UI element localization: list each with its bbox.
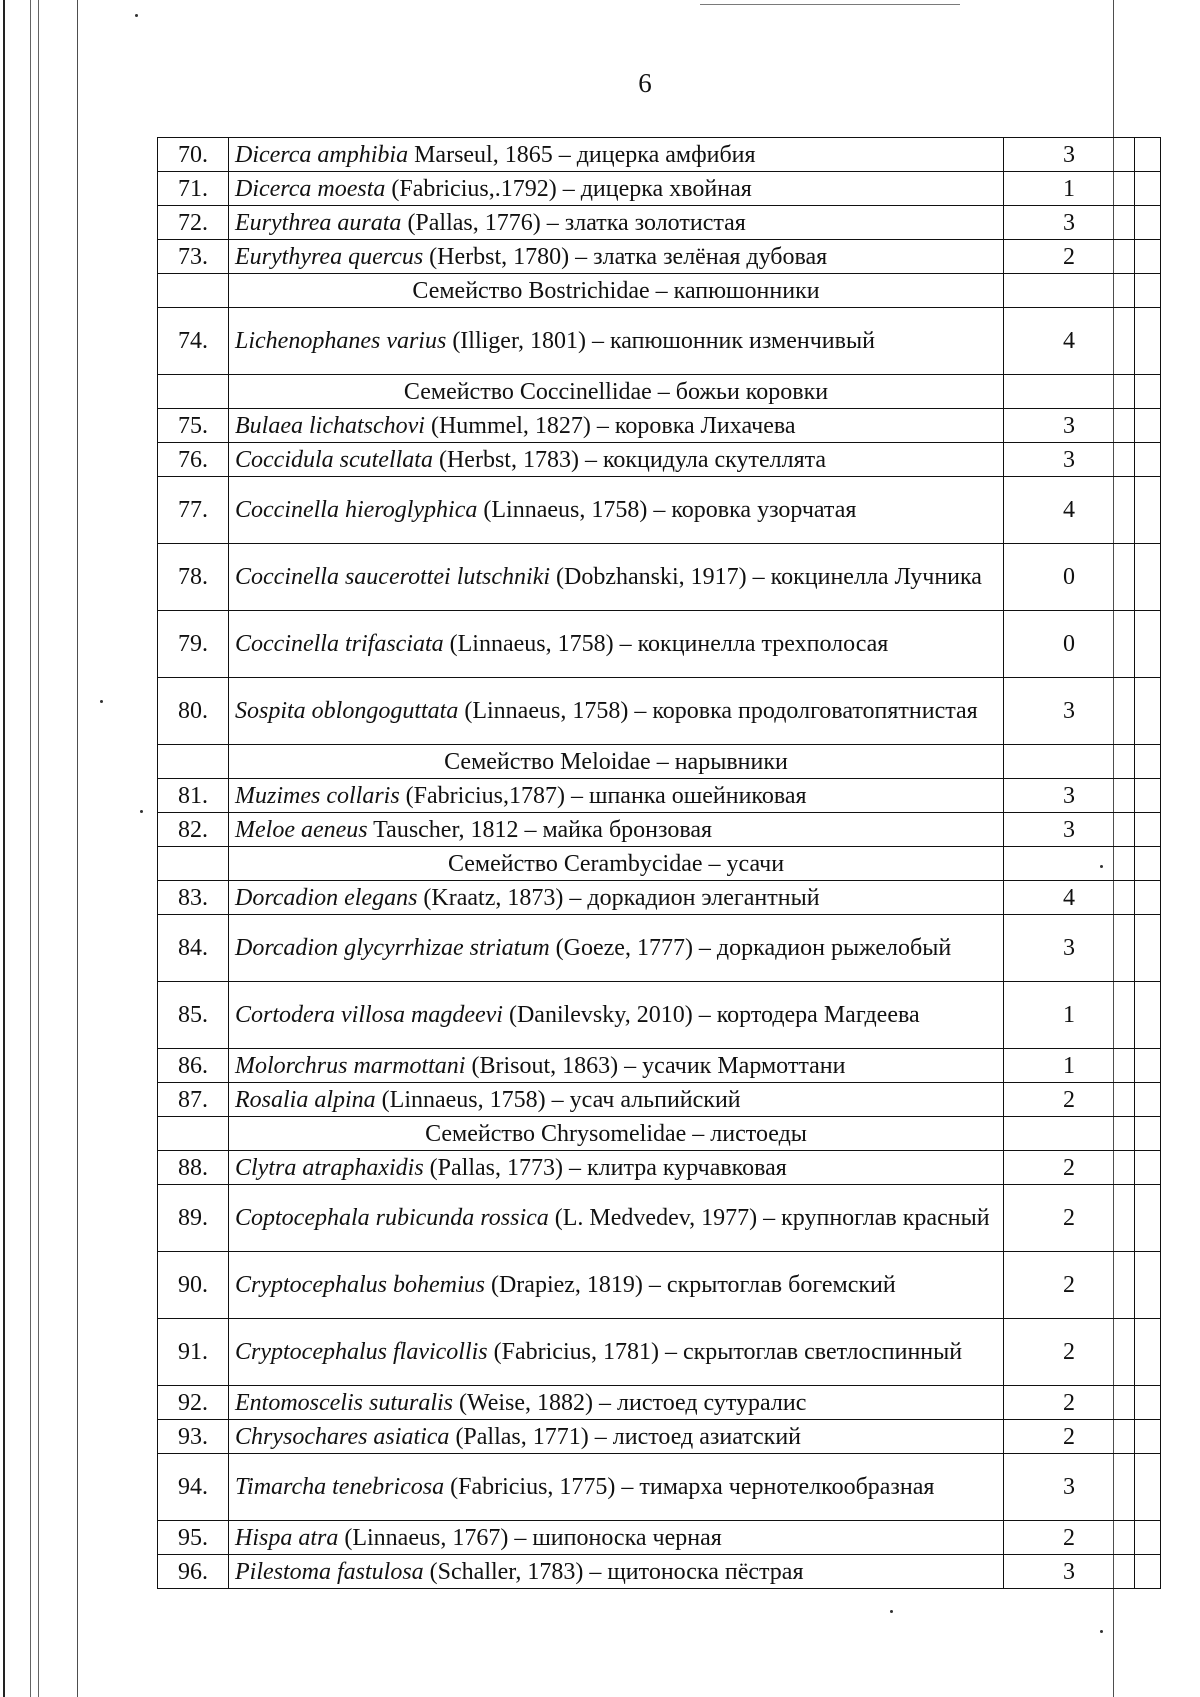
latin-name: Dorcadion elegans bbox=[235, 884, 418, 911]
category: 2 bbox=[1004, 1151, 1135, 1185]
category: 3 bbox=[1004, 813, 1135, 847]
num-cell bbox=[158, 847, 229, 881]
category-cell bbox=[1004, 745, 1135, 779]
table-row bbox=[158, 1454, 1161, 1521]
author-common-name: (Weise, 1882) – листоед сутуралис bbox=[453, 1389, 807, 1416]
extra-cell bbox=[1135, 409, 1161, 443]
row-number: 77. bbox=[158, 477, 229, 544]
family-row bbox=[158, 847, 1161, 881]
table-row bbox=[158, 1420, 1161, 1454]
latin-name: Sospita oblongoguttata bbox=[235, 698, 459, 724]
extra-cell bbox=[1135, 982, 1161, 1049]
table-row bbox=[158, 813, 1161, 847]
category: 3 bbox=[1004, 915, 1135, 982]
author-common-name: Tauscher, 1812 – майка бронзовая bbox=[367, 816, 713, 843]
latin-name: Cryptocephalus flavicollis bbox=[235, 1339, 488, 1365]
latin-name: Eurythrea aurata bbox=[235, 209, 402, 236]
extra-cell bbox=[1135, 138, 1161, 172]
extra-cell bbox=[1135, 240, 1161, 274]
species-name bbox=[229, 1420, 1004, 1454]
category: 3 bbox=[1004, 443, 1135, 477]
extra-cell bbox=[1135, 881, 1161, 915]
family-row bbox=[158, 274, 1161, 308]
species-name bbox=[229, 206, 1004, 240]
speck bbox=[1100, 1630, 1103, 1633]
category: 4 bbox=[1004, 308, 1135, 375]
family-row bbox=[158, 745, 1161, 779]
latin-name: Eurythyrea quercus bbox=[235, 243, 424, 270]
latin-name: Pilestoma fastulosa bbox=[235, 1558, 424, 1585]
author-common-name: (Drapiez, 1819) – скрытоглав богемский bbox=[484, 1272, 896, 1298]
author-common-name: (Linnaeus, 1758) – кокцинелла трехполосая bbox=[443, 631, 889, 657]
table-row bbox=[158, 443, 1161, 477]
extra-cell bbox=[1135, 1252, 1161, 1319]
author-common-name: (L. Medvedev, 1977) – крупноглав красный bbox=[548, 1205, 990, 1231]
latin-name: Meloe aeneus bbox=[235, 816, 368, 843]
table-row bbox=[158, 881, 1161, 915]
extra-cell bbox=[1135, 678, 1161, 745]
latin-name: Cortodera villosa magdeevi bbox=[235, 1002, 503, 1028]
category-cell bbox=[1004, 847, 1135, 881]
latin-name: Coccinella trifasciata bbox=[235, 631, 444, 657]
author-common-name: (Fabricius,1787) – шпанка ошейниковая bbox=[399, 782, 807, 809]
latin-name: Hispa atra bbox=[235, 1524, 339, 1551]
extra-cell bbox=[1135, 1185, 1161, 1252]
table-row bbox=[158, 1386, 1161, 1420]
row-number: 92. bbox=[158, 1386, 229, 1420]
table-row bbox=[158, 1049, 1161, 1083]
row-number: 80. bbox=[158, 678, 229, 745]
row-number: 79. bbox=[158, 611, 229, 678]
family-label: Семейство Chrysomelidae – листоеды bbox=[229, 1117, 1004, 1151]
table-row bbox=[158, 1185, 1161, 1252]
category-cell bbox=[1004, 274, 1135, 308]
category-cell bbox=[1004, 1117, 1135, 1151]
table-row bbox=[158, 1083, 1161, 1117]
num-cell bbox=[158, 1117, 229, 1151]
category: 4 bbox=[1004, 881, 1135, 915]
extra-cell bbox=[1135, 544, 1161, 611]
category: 2 bbox=[1004, 1252, 1135, 1319]
latin-name: Dicerca moesta bbox=[235, 175, 386, 202]
latin-name: Coccinella hieroglyphica bbox=[235, 497, 478, 523]
extra-cell bbox=[1135, 443, 1161, 477]
category: 3 bbox=[1004, 779, 1135, 813]
speck bbox=[890, 1610, 893, 1613]
table-row bbox=[158, 240, 1161, 274]
table-row bbox=[158, 1555, 1161, 1589]
author-common-name: (Linnaeus, 1767) – шипоноска черная bbox=[338, 1524, 722, 1551]
scan-edge-top bbox=[700, 4, 960, 5]
species-name bbox=[229, 409, 1004, 443]
extra-cell bbox=[1135, 375, 1161, 409]
table-row bbox=[158, 1319, 1161, 1386]
author-common-name: (Herbst, 1780) – златка зелёная дубовая bbox=[423, 243, 828, 270]
species-name bbox=[229, 982, 1004, 1049]
num-cell bbox=[158, 745, 229, 779]
author-common-name: (Illiger, 1801) – капюшонник изменчивый bbox=[446, 328, 875, 354]
category-cell bbox=[1004, 375, 1135, 409]
species-name bbox=[229, 1521, 1004, 1555]
author-common-name: (Linnaeus, 1758) – коровка продолговатопятнистая bbox=[458, 698, 978, 724]
species-name bbox=[229, 1555, 1004, 1589]
speck bbox=[140, 810, 143, 813]
extra-cell bbox=[1135, 206, 1161, 240]
extra-cell bbox=[1135, 745, 1161, 779]
category: 1 bbox=[1004, 982, 1135, 1049]
species-name bbox=[229, 1319, 1004, 1386]
category: 3 bbox=[1004, 1454, 1135, 1521]
table-row bbox=[158, 611, 1161, 678]
latin-name: Molorchrus marmottani bbox=[235, 1052, 466, 1079]
category: 4 bbox=[1004, 477, 1135, 544]
extra-cell bbox=[1135, 172, 1161, 206]
extra-cell bbox=[1135, 813, 1161, 847]
row-number: 71. bbox=[158, 172, 229, 206]
table-row bbox=[158, 172, 1161, 206]
family-label: Семейство Meloidae – нарывники bbox=[229, 745, 1004, 779]
extra-cell bbox=[1135, 1049, 1161, 1083]
table-row bbox=[158, 477, 1161, 544]
author-common-name: (Goeze, 1777) – доркадион рыжелобый bbox=[549, 935, 952, 961]
row-number: 74. bbox=[158, 308, 229, 375]
species-name bbox=[229, 138, 1004, 172]
latin-name: Dorcadion glycyrrhizae striatum bbox=[235, 935, 550, 961]
table-row bbox=[158, 779, 1161, 813]
species-name bbox=[229, 1083, 1004, 1117]
latin-name: Entomoscelis suturalis bbox=[235, 1389, 454, 1416]
author-common-name: (Linnaeus, 1758) – коровка узорчатая bbox=[477, 497, 857, 523]
row-number: 84. bbox=[158, 915, 229, 982]
species-name bbox=[229, 544, 1004, 611]
page-number: 6 bbox=[638, 68, 652, 98]
category: 2 bbox=[1004, 1319, 1135, 1386]
category: 2 bbox=[1004, 240, 1135, 274]
latin-name: Dicerca amphibia bbox=[235, 141, 409, 168]
table-row bbox=[158, 138, 1161, 172]
row-number: 72. bbox=[158, 206, 229, 240]
latin-name: Lichenophanes varius bbox=[235, 328, 447, 354]
row-number: 87. bbox=[158, 1083, 229, 1117]
row-number: 94. bbox=[158, 1454, 229, 1521]
table-row bbox=[158, 308, 1161, 375]
species-name bbox=[229, 1185, 1004, 1252]
table-row bbox=[158, 1252, 1161, 1319]
extra-cell bbox=[1135, 1454, 1161, 1521]
species-name bbox=[229, 1049, 1004, 1083]
species-name bbox=[229, 915, 1004, 982]
extra-cell bbox=[1135, 1151, 1161, 1185]
family-row bbox=[158, 375, 1161, 409]
family-label: Семейство Coccinellidae – божьи коровки bbox=[229, 375, 1004, 409]
author-common-name: (Kraatz, 1873) – доркадион элегантный bbox=[417, 884, 820, 911]
row-number: 76. bbox=[158, 443, 229, 477]
extra-cell bbox=[1135, 308, 1161, 375]
row-number: 91. bbox=[158, 1319, 229, 1386]
scan-edge-left-3 bbox=[38, 0, 39, 1697]
row-number: 78. bbox=[158, 544, 229, 611]
extra-cell bbox=[1135, 1386, 1161, 1420]
species-name bbox=[229, 240, 1004, 274]
species-name bbox=[229, 1454, 1004, 1521]
latin-name: Coccidula scutellata bbox=[235, 446, 433, 473]
family-row bbox=[158, 1117, 1161, 1151]
species-name bbox=[229, 1151, 1004, 1185]
row-number: 95. bbox=[158, 1521, 229, 1555]
extra-cell bbox=[1135, 274, 1161, 308]
species-name bbox=[229, 813, 1004, 847]
author-common-name: (Fabricius, 1781) – скрытоглав светлоспинный bbox=[487, 1339, 963, 1365]
family-label: Семейство Cerambycidae – усачи bbox=[229, 847, 1004, 881]
latin-name: Coptocephala rubicunda rossica bbox=[235, 1205, 549, 1231]
species-name bbox=[229, 779, 1004, 813]
category: 2 bbox=[1004, 1521, 1135, 1555]
row-number: 89. bbox=[158, 1185, 229, 1252]
extra-cell bbox=[1135, 611, 1161, 678]
species-name bbox=[229, 1252, 1004, 1319]
table-row bbox=[158, 409, 1161, 443]
row-number: 93. bbox=[158, 1420, 229, 1454]
category: 3 bbox=[1004, 206, 1135, 240]
author-common-name: (Brisout, 1863) – усачик Мармоттани bbox=[465, 1052, 846, 1079]
species-name bbox=[229, 1386, 1004, 1420]
author-common-name: (Linnaeus, 1758) – усач альпийский bbox=[375, 1086, 741, 1113]
row-number: 70. bbox=[158, 138, 229, 172]
author-common-name: (Fabricius,.1792) – дицерка хвойная bbox=[385, 175, 752, 202]
author-common-name: (Danilevsky, 2010) – кортодера Магдеева bbox=[502, 1002, 920, 1028]
species-name bbox=[229, 678, 1004, 745]
latin-name: Cryptocephalus bohemius bbox=[235, 1272, 485, 1298]
extra-cell bbox=[1135, 1083, 1161, 1117]
category: 2 bbox=[1004, 1083, 1135, 1117]
latin-name: Timarcha tenebricosa bbox=[235, 1474, 445, 1500]
table-row bbox=[158, 1151, 1161, 1185]
extra-cell bbox=[1135, 1420, 1161, 1454]
category: 0 bbox=[1004, 611, 1135, 678]
species-name bbox=[229, 881, 1004, 915]
row-number: 83. bbox=[158, 881, 229, 915]
category: 0 bbox=[1004, 544, 1135, 611]
scan-edge-left-4 bbox=[77, 0, 78, 1697]
latin-name: Clytra atraphaxidis bbox=[235, 1154, 424, 1181]
num-cell bbox=[158, 375, 229, 409]
author-common-name: (Pallas, 1771) – листоед азиатский bbox=[449, 1423, 802, 1450]
category: 2 bbox=[1004, 1185, 1135, 1252]
extra-cell bbox=[1135, 1319, 1161, 1386]
category: 3 bbox=[1004, 409, 1135, 443]
row-number: 88. bbox=[158, 1151, 229, 1185]
author-common-name: (Pallas, 1776) – златка золотистая bbox=[401, 209, 746, 236]
category: 3 bbox=[1004, 1555, 1135, 1589]
table-row bbox=[158, 982, 1161, 1049]
category: 1 bbox=[1004, 172, 1135, 206]
category: 2 bbox=[1004, 1420, 1135, 1454]
author-common-name: (Pallas, 1773) – клитра курчавковая bbox=[423, 1154, 787, 1181]
extra-cell bbox=[1135, 779, 1161, 813]
extra-cell bbox=[1135, 477, 1161, 544]
table-row bbox=[158, 678, 1161, 745]
species-name bbox=[229, 308, 1004, 375]
species-table bbox=[157, 137, 1161, 1589]
latin-name: Coccinella saucerottei lutschniki bbox=[235, 564, 551, 590]
row-number: 73. bbox=[158, 240, 229, 274]
extra-cell bbox=[1135, 1117, 1161, 1151]
extra-cell bbox=[1135, 1521, 1161, 1555]
family-label: Семейство Bostrichidae – капюшонники bbox=[229, 274, 1004, 308]
row-number: 90. bbox=[158, 1252, 229, 1319]
row-number: 81. bbox=[158, 779, 229, 813]
row-number: 96. bbox=[158, 1555, 229, 1589]
category: 3 bbox=[1004, 678, 1135, 745]
author-common-name: Marseul, 1865 – дицерка амфибия bbox=[408, 141, 756, 168]
table-row bbox=[158, 544, 1161, 611]
latin-name: Rosalia alpina bbox=[235, 1086, 376, 1113]
species-name bbox=[229, 172, 1004, 206]
latin-name: Chrysochares asiatica bbox=[235, 1423, 450, 1450]
extra-cell bbox=[1135, 1555, 1161, 1589]
species-name bbox=[229, 443, 1004, 477]
author-common-name: (Herbst, 1783) – кокцидула скутеллята bbox=[432, 446, 827, 473]
category: 3 bbox=[1004, 138, 1135, 172]
author-common-name: (Dobzhanski, 1917) – кокцинелла Лучника bbox=[550, 564, 982, 590]
row-number: 75. bbox=[158, 409, 229, 443]
species-name bbox=[229, 477, 1004, 544]
row-number: 85. bbox=[158, 982, 229, 1049]
author-common-name: (Schaller, 1783) – щитоноска пёстрая bbox=[423, 1558, 804, 1585]
author-common-name: (Hummel, 1827) – коровка Лихачева bbox=[424, 412, 796, 439]
latin-name: Muzimes collaris bbox=[235, 782, 400, 809]
num-cell bbox=[158, 274, 229, 308]
category: 1 bbox=[1004, 1049, 1135, 1083]
table-row bbox=[158, 1521, 1161, 1555]
table-row bbox=[158, 915, 1161, 982]
extra-cell bbox=[1135, 847, 1161, 881]
row-number: 82. bbox=[158, 813, 229, 847]
extra-cell bbox=[1135, 915, 1161, 982]
speck bbox=[100, 700, 103, 703]
table-row bbox=[158, 206, 1161, 240]
scan-edge-left-1 bbox=[3, 0, 5, 1697]
category: 2 bbox=[1004, 1386, 1135, 1420]
row-number: 86. bbox=[158, 1049, 229, 1083]
author-common-name: (Fabricius, 1775) – тимарха чернотелкообразная bbox=[444, 1474, 935, 1500]
speck bbox=[135, 14, 138, 17]
latin-name: Bulaea lichatschovi bbox=[235, 412, 425, 439]
species-name bbox=[229, 611, 1004, 678]
scan-edge-left-2 bbox=[30, 0, 31, 1697]
